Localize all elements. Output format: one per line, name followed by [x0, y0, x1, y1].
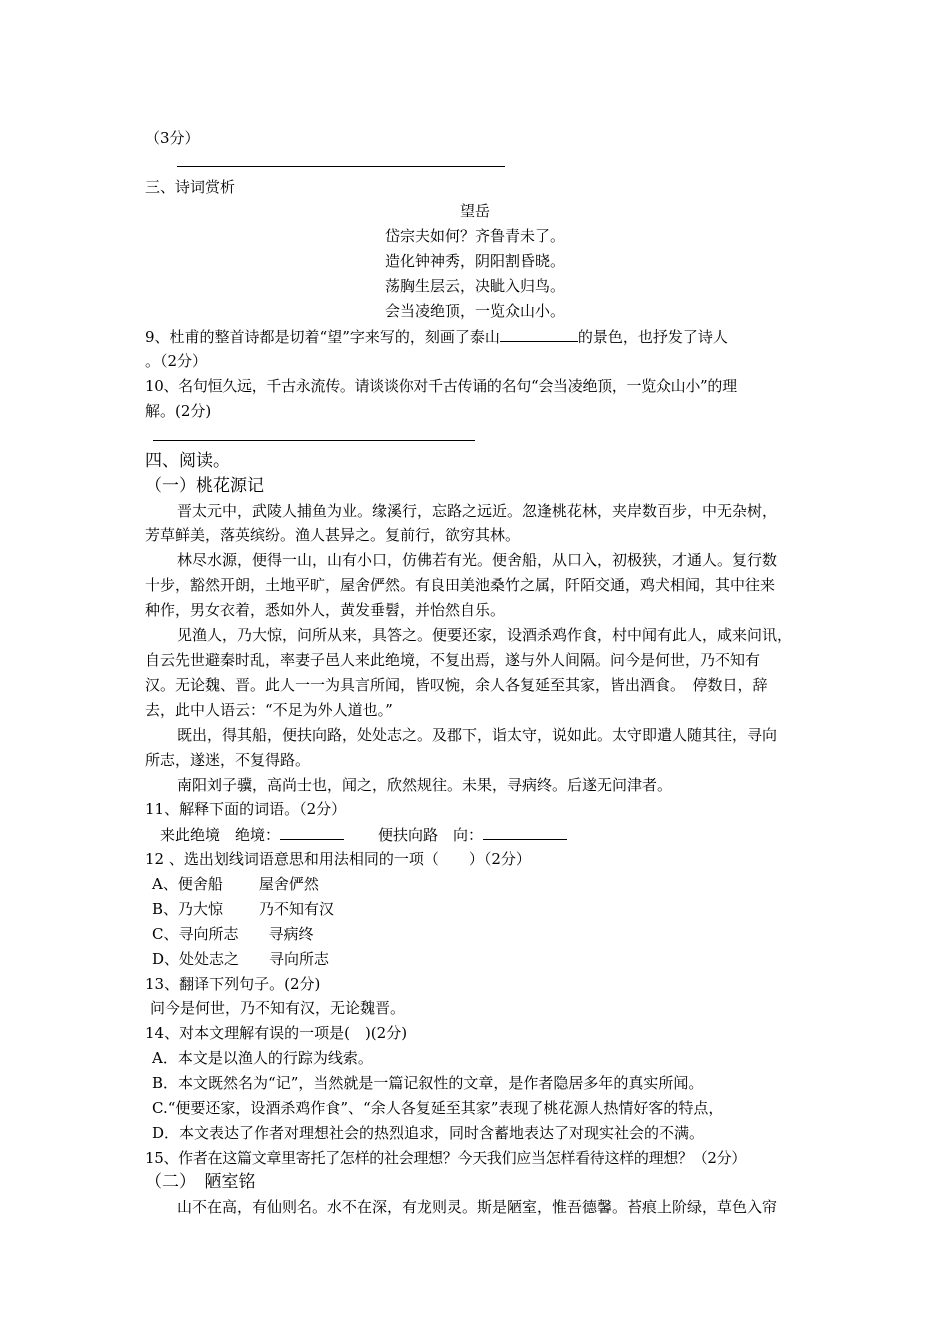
- q14-title: 14、对本文理解有误的一项是( )(2分): [145, 1024, 408, 1042]
- poem-title: 望岳: [459, 202, 490, 220]
- q15-question: 15、作者在这篇文章里寄托了怎样的社会理想？今天我们应当怎样看待这样的理想？（2分）: [145, 1149, 747, 1167]
- section4-title: 四、阅读。: [145, 451, 230, 471]
- q12-option: B、乃大惊 乃不知有汉: [152, 900, 335, 918]
- q10-answer-line: [153, 440, 475, 441]
- q14-option: A．本文是以渔人的行踪为线索。: [152, 1049, 373, 1067]
- passage-line: 种作，男女衣着，悉如外人，黄发垂髫，并怡然自乐。: [145, 601, 506, 619]
- q13-sentence: 问今是何世，乃不知有汉，无论魏晋。: [150, 999, 406, 1017]
- q13-title: 13、翻译下列句子。(2分): [145, 975, 321, 993]
- q12-option: A、便舍船 屋舍俨然: [152, 875, 319, 893]
- q9-blank: [500, 325, 578, 342]
- q8-points: （3分）: [145, 129, 200, 147]
- q9-question: [145, 325, 728, 348]
- q11-item1-label: 来此绝境 绝境：: [160, 826, 281, 844]
- part2-title: （二） 陋室铭: [145, 1172, 256, 1192]
- q11-item2-blank: [483, 823, 567, 840]
- poem-line: 造化钟神秀，阴阳割昏晓。: [384, 252, 565, 270]
- passage-line: 汉。无论魏、晋。此人一一为具言所闻，皆叹惋，余人各复延至其家，皆出酒食。 停数日，辞: [145, 676, 768, 694]
- passage-line: 十步，豁然开朗，土地平旷，屋舍俨然。有良田美池桑竹之属，阡陌交通，鸡犬相闻，其中往来: [145, 576, 776, 594]
- section3-title: 三、诗词赏析: [145, 178, 236, 196]
- q11-item1-blank: [280, 823, 344, 840]
- q8-answer-line: [177, 166, 505, 167]
- q12-option: C、寻向所志 寻病终: [152, 925, 314, 943]
- passage-line: 自云先世避秦时乱，率妻子邑人来此绝境，不复出焉，遂与外人间隔。问今是何世，乃不知有: [145, 651, 761, 669]
- passage-line: 去，此中人语云：“不足为外人道也。”: [145, 701, 393, 719]
- passage-line: 见渔人，乃大惊，问所从来，具答之。便要还家，设酒杀鸡作食，村中闻有此人，咸来问讯，: [177, 626, 793, 644]
- poem-line: 荡胸生层云，决眦入归鸟。: [384, 277, 565, 295]
- q14-option: C.“便要还家，设酒杀鸡作食”、“余人各复延至其家”表现了桃花源人热情好客的特点，: [152, 1099, 724, 1117]
- q9-points: 。（2分）: [145, 352, 208, 370]
- passage-line: 芳草鲜美，落英缤纷。渔人甚异之。复前行，欲穷其林。: [145, 526, 521, 544]
- q11-item2-label: 便扶向路 向：: [378, 826, 484, 844]
- poem-line: 岱宗夫如何？齐鲁青未了。: [384, 227, 565, 245]
- q12-title: 12 、选出划线词语意思和用法相同的一项（ ）（2分）: [145, 850, 531, 868]
- q11-items: [160, 823, 567, 846]
- q10-question: 10、名句恒久远，千古永流传。请谈谈你对千古传诵的名句“会当凌绝顶，一览众山小”的理: [145, 377, 737, 395]
- q10-points: 解。(2分): [145, 402, 212, 420]
- passage2-line: 山不在高，有仙则名。水不在深，有龙则灵。斯是陋室，惟吾德馨。苔痕上阶绿，草色入帘: [177, 1198, 778, 1216]
- q14-option: D．本文表达了作者对理想社会的热烈追求，同时含蓄地表达了对现实社会的不满。: [152, 1124, 705, 1142]
- poem-line: 会当凌绝顶，一览众山小。: [384, 302, 565, 320]
- passage-line: 南阳刘子骥，高尚士也，闻之，欣然规往。未果，寻病终。后遂无问津者。: [177, 776, 673, 794]
- q12-option: D、处处志之 寻向所志: [152, 950, 330, 968]
- passage-line: 既出，得其船，便扶向路，处处志之。及郡下，诣太守，说如此。太守即遣人随其往，寻向: [177, 726, 778, 744]
- q9-text-before: 9、杜甫的整首诗都是切着“望”字来写的，刻画了泰山: [145, 328, 500, 346]
- q14-option: B．本文既然名为“记”，当然就是一篇记叙性的文章，是作者隐居多年的真实所闻。: [152, 1074, 704, 1092]
- q11-title: 11、解释下面的词语。（2分）: [145, 800, 347, 818]
- passage-line: 所志，遂迷，不复得路。: [145, 751, 311, 769]
- passage-line: 林尽水源，便得一山，山有小口，仿佛若有光。便舍船，从口入，初极狭，才通人。复行数: [177, 551, 778, 569]
- part1-title: （一）桃花源记: [145, 476, 264, 496]
- q9-text-after: 的景色，也抒发了诗人: [577, 328, 728, 346]
- passage-line: 晋太元中，武陵人捕鱼为业。缘溪行，忘路之远近。忽逢桃花林，夹岸数百步，中无杂树，: [177, 502, 778, 520]
